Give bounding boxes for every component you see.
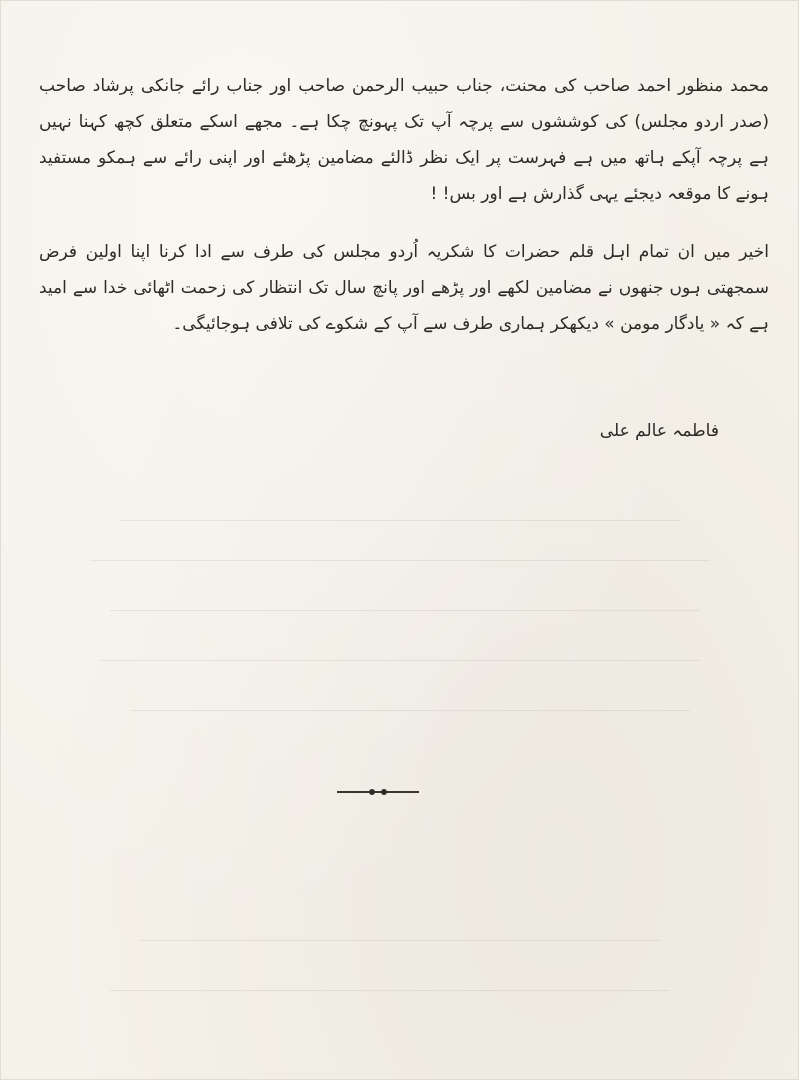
section-divider [337,791,419,793]
show-through-line [140,940,660,941]
show-through-line [110,990,670,991]
show-through-line [120,520,680,521]
divider-dot [381,789,387,795]
show-through-line [90,560,710,561]
show-through-line [110,610,700,611]
show-through-line [130,710,690,711]
divider-dot [369,789,375,795]
show-through-line [100,660,700,661]
paragraph-second: اخیر میں ان تمام اہل قلم حضرات کا شکریہ اُردو مجلس کی طرف سے ادا کرنا اپنا اولین فرض سمجھتی ہوں جنھوں نے مضامین لکھے اور پڑھے اور پانچ سال تک انتظار کی زحمت اٹھائی خدا سے امید ہے کہ « یادگار مومن » دیکھکر ہماری طرف سے آپ کے شکوے کی تلافی ہوجائیگی۔ [39,242,769,334]
paragraph-first: محمد منظور احمد صاحب کی محنت، جناب حبیب الرحمن صاحب اور جناب رائے جانکی پرشاد صاحب (صدر اردو مجلس) کی کوششوں سے پرچہ آپ تک پہونچ چکا ہے۔ مجھے اسکے متعلق کچھ کہنا نہیں ہے پرچہ آپکے ہاتھ میں ہے فہرست پر ایک نظر ڈالئے مضامین پڑھئے اور اپنی رائے سے ہمکو مستفید ہونے کا موقعہ دیجئے یہی گذارش ہے اور بس! ! [39,76,769,204]
signature: فاطمہ عالم علی [599,421,719,441]
